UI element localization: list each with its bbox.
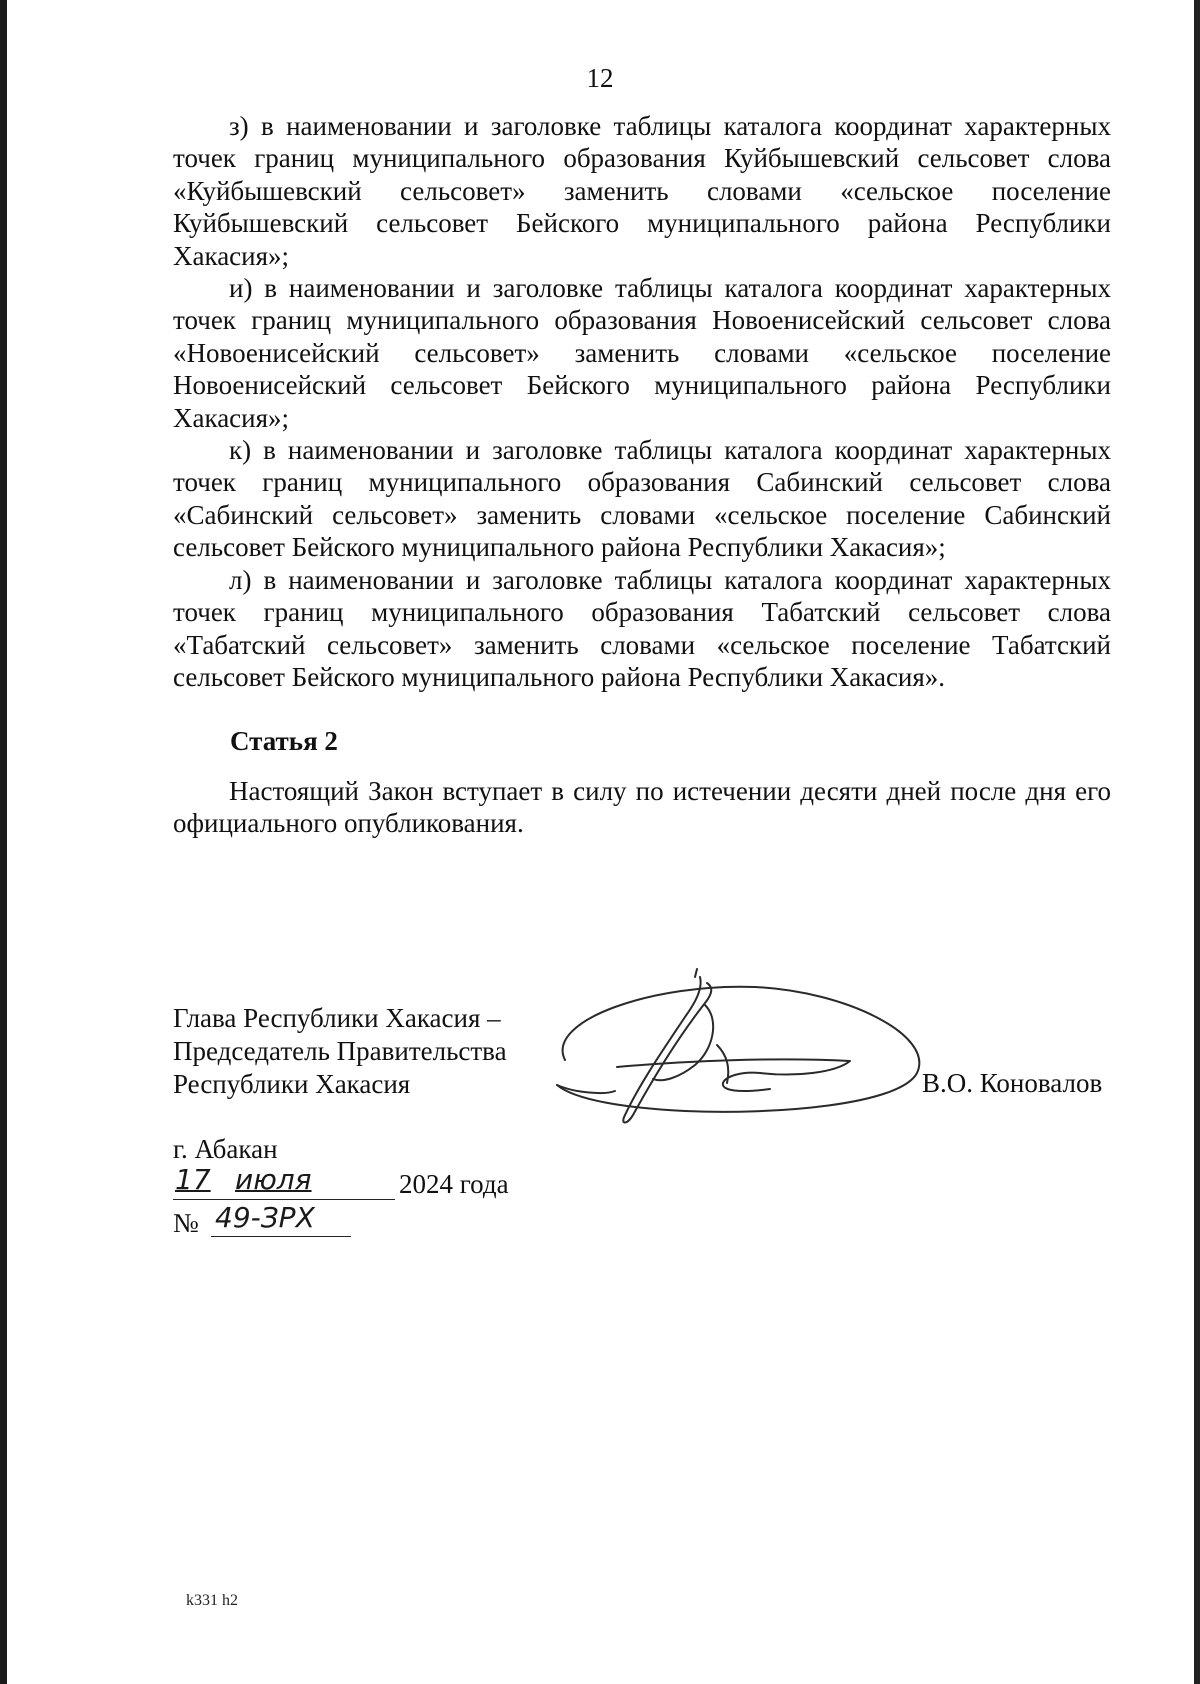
enactment-place: г. Абакан: [173, 1134, 278, 1164]
signatory-title-line: Республики Хакасия: [173, 1069, 411, 1099]
number-handwritten-field: 49-ЗРХ: [211, 1203, 351, 1237]
scan-edge-right: [1194, 0, 1200, 1684]
signatory-title: [173, 1002, 553, 1101]
page-number: 12: [586, 63, 614, 93]
number-sign: №: [173, 1208, 199, 1238]
amendment-item: и) в наименовании и заголовке таблицы каталога координат характерных точек границ муниципального образования Новоенисейский сельсовет слова «Новоенисейский сельсовет» заменить словами «сельское поселение Новоенисейский сельсовет Бейского муниципального района Республики Хакасия»;: [173, 273, 1111, 433]
article-body: [173, 775, 1111, 840]
date-month: июля: [235, 1165, 312, 1196]
signatory-title-line: Глава Республики Хакасия –: [173, 1003, 501, 1033]
date-day: 17: [175, 1165, 211, 1196]
date-year: 2024 года: [399, 1169, 509, 1199]
signatory-title-line: Председатель Правительства: [173, 1036, 507, 1066]
amendment-item: к) в наименовании и заголовке таблицы каталога координат характерных точек границ муниципального образования Сабинский сельсовет слова «Сабинский сельсовет» заменить словами «сельское поселение Сабинский сельсовет Бейского муниципального района Республики Хакасия»;: [173, 435, 1111, 563]
article-heading: Статья 2: [230, 726, 338, 756]
enactment-date: [173, 1165, 533, 1205]
date-handwritten-field: [173, 1165, 395, 1200]
amendment-item: л) в наименовании и заголовке таблицы каталога координат характерных точек границ муниципального образования Табатский сельсовет слова «Табатский сельсовет» заменить словами «сельское поселение Табатский сельсовет Бейского муниципального района Республики Хакасия».: [173, 564, 1111, 692]
document-code: k331 h2: [186, 1592, 238, 1609]
signatory-name: В.О. Коновалов: [922, 1068, 1103, 1098]
amendment-item: з) в наименовании и заголовке таблицы каталога координат характерных точек границ муниципального образования Куйбышевский сельсовет слова «Куйбышевский сельсовет» заменить словами «сельское поселение Куйбышевский сельсовет Бейского муниципального района Республики Хакасия»;: [173, 111, 1111, 271]
enactment-number: [173, 1203, 373, 1243]
amendments-list: [173, 110, 1111, 693]
article-body-text: Настоящий Закон вступает в силу по истечении десяти дней после дня его официального опубликования.: [173, 776, 1111, 839]
scan-edge-left: [0, 0, 7, 1684]
handwritten-signature: [545, 965, 945, 1135]
